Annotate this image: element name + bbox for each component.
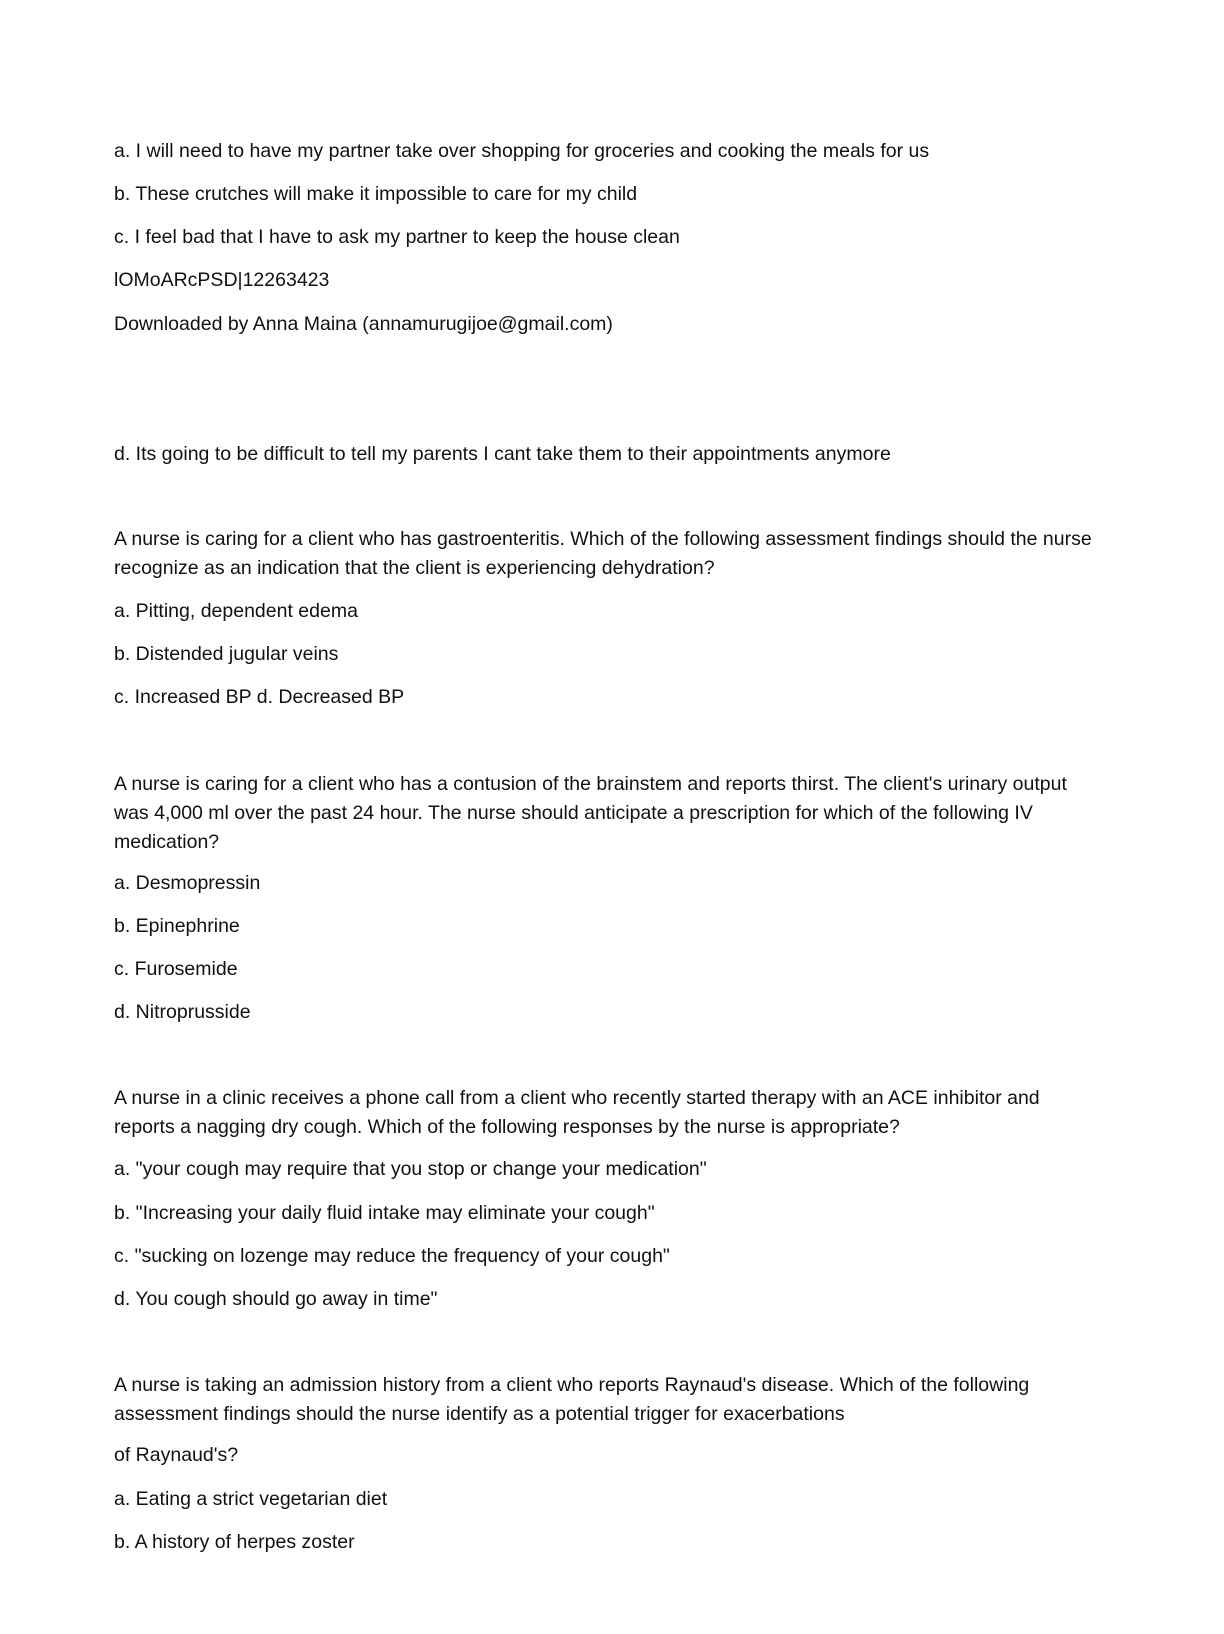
option-d: d. You cough should go away in time" [114, 1288, 438, 1310]
question-line: A nurse in a clinic receives a phone call from a client who recently started therapy with an ACE inhibitor and [114, 1087, 1040, 1109]
question-dehydration [114, 525, 1144, 583]
option-c: c. Furosemide [114, 958, 238, 980]
option-c-d: c. Increased BP d. Decreased BP [114, 686, 405, 708]
question-brainstem [114, 770, 1144, 857]
question-line: A nurse is caring for a client who has a contusion of the brainstem and reports thirst. The client's urinary output [114, 773, 1067, 795]
question-line: reports a nagging dry cough. Which of the following responses by the nurse is appropriate? [114, 1116, 900, 1138]
question-line: recognize as an indication that the client is experiencing dehydration? [114, 557, 715, 579]
option-c: c. "sucking on lozenge may reduce the frequency of your cough" [114, 1245, 670, 1267]
option-b: b. A history of herpes zoster [114, 1531, 355, 1553]
option-a: a. Desmopressin [114, 872, 261, 894]
option-c: c. I feel bad that I have to ask my partner to keep the house clean [114, 226, 680, 248]
question-line: medication? [114, 831, 220, 853]
option-b: b. "Increasing your daily fluid intake may eliminate your cough" [114, 1202, 655, 1224]
question-line: A nurse is caring for a client who has gastroenteritis. Which of the following assessment findings should the nurse [114, 528, 1092, 550]
question-raynaud [114, 1371, 1144, 1429]
question-ace-inhibitor [114, 1084, 1144, 1142]
option-a: a. Eating a strict vegetarian diet [114, 1488, 388, 1510]
question-line-continued: of Raynaud's? [114, 1444, 239, 1466]
option-b: b. These crutches will make it impossible to care for my child [114, 183, 638, 205]
option-d: d. Nitroprusside [114, 1001, 251, 1023]
question-line: was 4,000 ml over the past 24 hour. The nurse should anticipate a prescription for which of the following IV [114, 802, 1033, 824]
question-line: assessment findings should the nurse identify as a potential trigger for exacerbations [114, 1403, 845, 1425]
download-attribution: Downloaded by Anna Maina (annamurugijoe@gmail.com) [114, 313, 613, 335]
option-a: a. "your cough may require that you stop or change your medication" [114, 1158, 707, 1180]
option-b: b. Epinephrine [114, 915, 240, 937]
question-line: A nurse is taking an admission history from a client who reports Raynaud's disease. Which of the following [114, 1374, 1030, 1396]
option-d: d. Its going to be difficult to tell my parents I cant take them to their appointments anymore [114, 443, 891, 465]
document-id: lOMoARcPSD|12263423 [114, 269, 330, 291]
option-a: a. Pitting, dependent edema [114, 600, 358, 622]
option-a: a. I will need to have my partner take over shopping for groceries and cooking the meals for us [114, 140, 930, 162]
option-b: b. Distended jugular veins [114, 643, 339, 665]
